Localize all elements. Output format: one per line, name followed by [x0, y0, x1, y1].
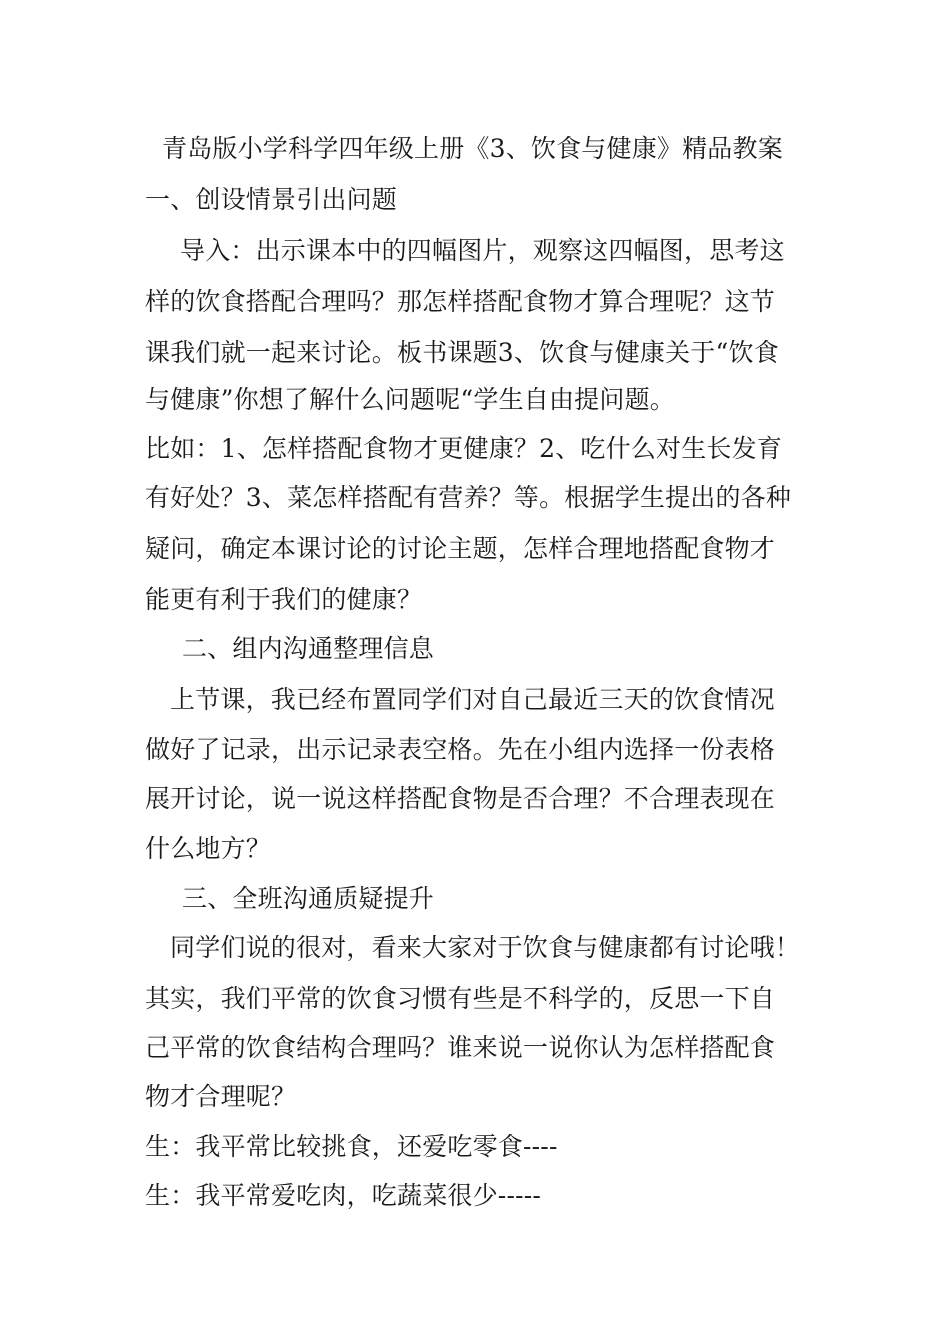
- section1-para2-line4: 能更有利于我们的健康？: [145, 585, 423, 614]
- student-line-2: 生：我平常爱吃肉，吃蔬菜很少-----: [145, 1181, 542, 1210]
- student-line-1: 生：我平常比较挑食，还爱吃零食----: [145, 1132, 558, 1161]
- section2-para-line1: 上节课，我已经布置同学们对自己最近三天的饮食情况: [170, 685, 775, 714]
- section3-para-line2: 其实，我们平常的饮食习惯有些是不科学的，反思一下自: [145, 984, 776, 1013]
- section2-para-line4: 什么地方？: [145, 834, 272, 863]
- section3-para-line4: 物才合理呢？: [145, 1082, 297, 1111]
- section2-heading: 二、组内沟通整理信息: [182, 634, 435, 663]
- document-title: 青岛版小学科学四年级上册《3、饮食与健康》精品教案: [162, 134, 783, 163]
- section3-heading: 三、全班沟通质疑提升: [182, 884, 435, 913]
- section1-para2-line1: 比如：1、怎样搭配食物才更健康？2、吃什么对生长发育: [145, 434, 783, 463]
- section1-heading: 一、创设情景引出问题: [145, 185, 398, 214]
- section3-para-line3: 己平常的饮食结构合理吗？谁来说一说你认为怎样搭配食: [145, 1033, 776, 1062]
- section3-para-line1: 同学们说的很对，看来大家对于饮食与健康都有讨论哦！: [170, 933, 801, 962]
- section2-para-line2: 做好了记录，出示记录表空格。先在小组内选择一份表格: [145, 735, 776, 764]
- section1-para1-line2: 样的饮食搭配合理吗？那怎样搭配食物才算合理呢？这节: [145, 287, 776, 316]
- section2-para-line3: 展开讨论，说一说这样搭配食物是否合理？不合理表现在: [145, 784, 776, 813]
- section1-para2-line2: 有好处？3、菜怎样搭配有营养？等。根据学生提出的各种: [145, 483, 792, 512]
- section1-para1-line1: 导入：出示课本中的四幅图片，观察这四幅图，思考这: [180, 236, 785, 265]
- section1-para1-line3: 课我们就一起来讨论。板书课题3、饮食与健康关于“饮食: [145, 338, 779, 367]
- section1-para1-line4: 与健康”你想了解什么问题呢“学生自由提问题。: [145, 385, 675, 414]
- section1-para2-line3: 疑问，确定本课讨论的讨论主题，怎样合理地搭配食物才: [145, 534, 776, 563]
